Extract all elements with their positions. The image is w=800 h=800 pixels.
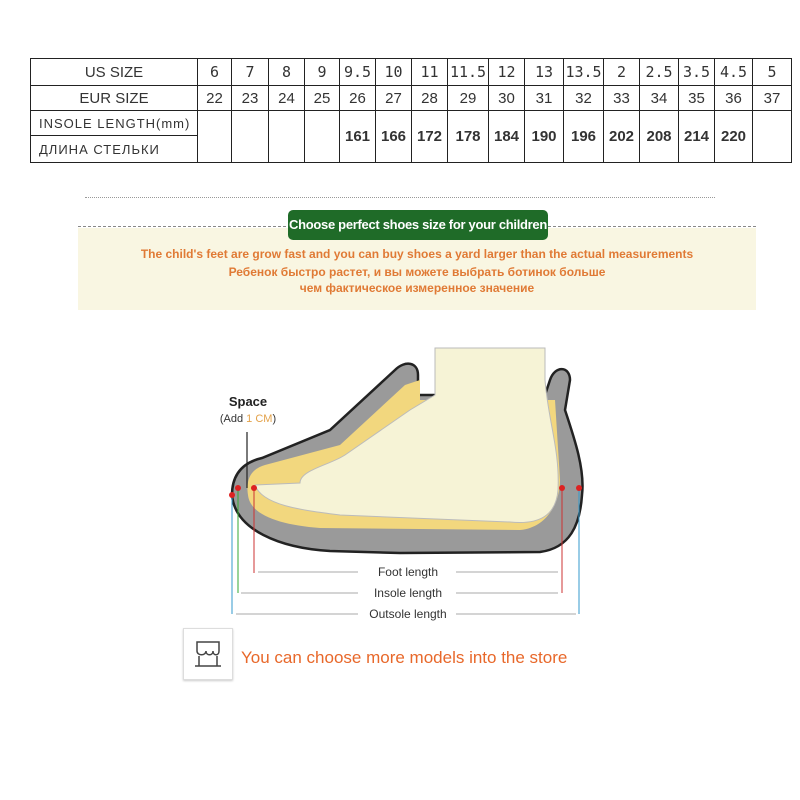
- eur-size-cell: 35: [679, 86, 715, 111]
- eur-size-cell: 37: [753, 86, 792, 111]
- insole-length-cell: 196: [564, 111, 604, 163]
- eur-size-cell: 30: [489, 86, 525, 111]
- foot-length-label: Foot length: [377, 565, 439, 579]
- insole-length-cell: 190: [525, 111, 564, 163]
- us-size-label: US SIZE: [31, 59, 198, 86]
- insole-length-cell: 178: [448, 111, 489, 163]
- insole-length-ru-label: ДЛИНА СТЕЛЬКИ: [31, 136, 198, 163]
- eur-size-cell: 27: [376, 86, 412, 111]
- eur-size-cell: 23: [232, 86, 269, 111]
- us-size-cell: 10: [376, 59, 412, 86]
- us-size-cell: 13: [525, 59, 564, 86]
- us-size-cell: 11: [412, 59, 448, 86]
- eur-size-cell: 25: [305, 86, 340, 111]
- add-space-label: (Add 1 CM): [219, 413, 277, 425]
- store-button[interactable]: [183, 628, 233, 680]
- insole-length-label: Insole length: [373, 586, 443, 600]
- eur-size-cell: 34: [640, 86, 679, 111]
- eur-size-cell: 33: [604, 86, 640, 111]
- us-size-cell: 3.5: [679, 59, 715, 86]
- insole-length-cell: 220: [715, 111, 753, 163]
- eur-size-cell: 31: [525, 86, 564, 111]
- banner-line-1: The child's feet are grow fast and you can buy shoes a yard larger than the actual measurements: [140, 247, 694, 261]
- us-size-cell: 12: [489, 59, 525, 86]
- eur-size-cell: 26: [340, 86, 376, 111]
- us-size-cell: 11.5: [448, 59, 489, 86]
- insole-length-label: INSOLE LENGTH(mm): [31, 111, 198, 136]
- eur-size-cell: 22: [198, 86, 232, 111]
- banner-line-2: Ребенок быстро растет, и вы можете выбрать ботинок больше: [228, 265, 606, 279]
- us-size-cell: 2: [604, 59, 640, 86]
- eur-size-cell: 29: [448, 86, 489, 111]
- eur-size-label: EUR SIZE: [31, 86, 198, 111]
- outsole-length-label: Outsole length: [369, 607, 447, 621]
- store-icon: [184, 629, 232, 679]
- us-size-cell: 13.5: [564, 59, 604, 86]
- banner-line-3: чем фактическое измеренное значение: [299, 281, 535, 295]
- insole-length-cell: 208: [640, 111, 679, 163]
- insole-length-cell: 214: [679, 111, 715, 163]
- eur-size-cell: 24: [269, 86, 305, 111]
- insole-length-cell: 202: [604, 111, 640, 163]
- insole-length-cell: 161: [340, 111, 376, 163]
- insole-length-cell: 172: [412, 111, 448, 163]
- insole-length-cell: 166: [376, 111, 412, 163]
- us-size-cell: 9: [305, 59, 340, 86]
- space-label: Space: [228, 394, 268, 409]
- us-size-cell: 2.5: [640, 59, 679, 86]
- us-size-cell: 4.5: [715, 59, 753, 86]
- eur-size-cell: 28: [412, 86, 448, 111]
- insole-length-cell: 184: [489, 111, 525, 163]
- eur-size-cell: 36: [715, 86, 753, 111]
- us-size-cell: 6: [198, 59, 232, 86]
- us-size-cell: 5: [753, 59, 792, 86]
- store-link-text[interactable]: You can choose more models into the store: [241, 648, 568, 667]
- us-size-cell: 8: [269, 59, 305, 86]
- us-size-cell: 7: [232, 59, 269, 86]
- us-size-cell: 9.5: [340, 59, 376, 86]
- banner-title: Choose perfect shoes size for your children: [288, 210, 548, 240]
- eur-size-cell: 32: [564, 86, 604, 111]
